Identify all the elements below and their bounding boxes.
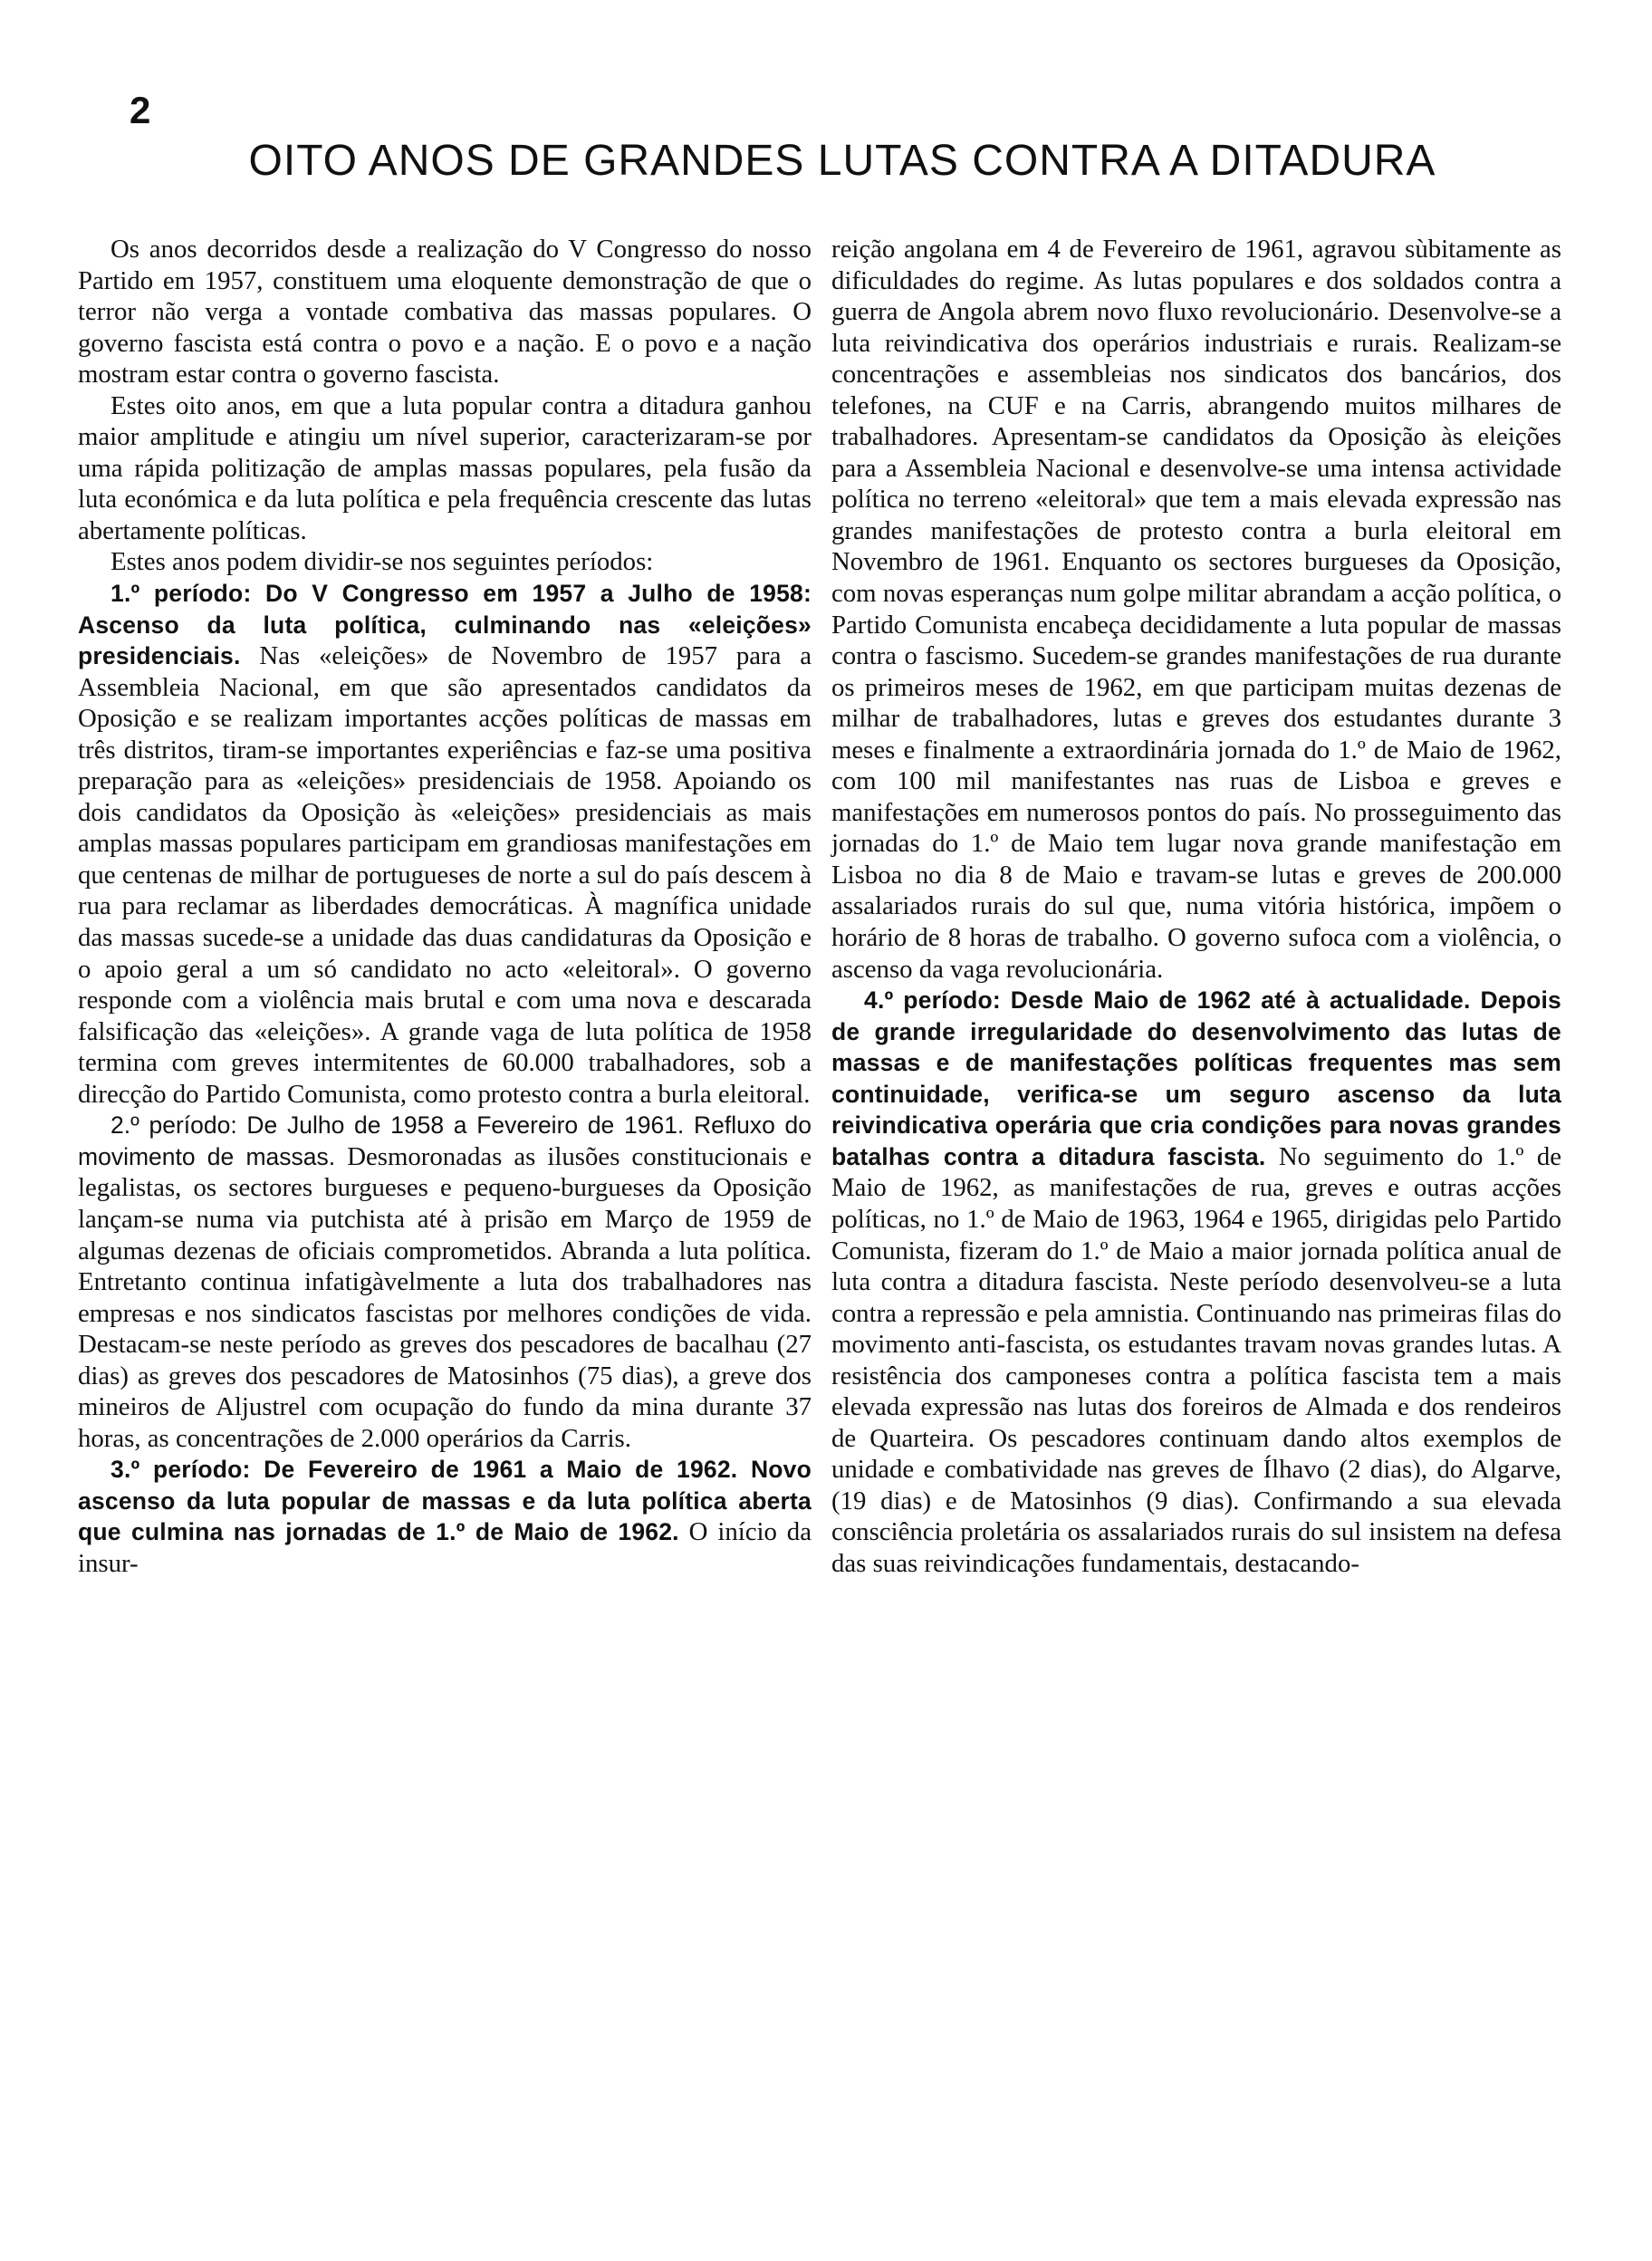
period-3-continuation: reição angolana em 4 de Fevereiro de 1961, agravou sùbitamente as dificuldades do regime. As lutas populares e dos soldados contra a guerra de Angola abrem novo fluxo revolucionário. Desenvolve-se a luta reivindicativa dos operários industriais e rurais. Realizam-se concentrações e assembleias nos sindicatos dos bancários, dos telefones, na CUF e na Carris, abrangendo muitos milhares de trabalhadores. Apresentam-se candidatos da Oposição às eleições para a Assembleia Nacional e desenvolve-se uma intensa actividade política no terreno «eleitoral» que tem a mais elevada expressão nas grandes manifestações de protesto contra a burla eleitoral em Novembro de 1961. Enquanto os sectores burgueses da Oposição, com novas esperanças num golpe militar abrandam a acção política, o Partido Comunista encabeça decididamente a luta popular de massas contra o fascismo. Sucedem-se grandes manifestações de rua durante os primeiros meses de 1962, em que participam muitas dezenas de milhar de trabalhadores, lutas e greves dos estudantes durante 3 meses e finalmente a extraordinária jornada do 1.º de Maio de 1962, com 100 mil manifestantes nas ruas de Lisboa e greves e manifestações em numerosos pontos do país. No prosseguimento das jornadas do 1.º de Maio tem lugar nova grande manifestação em Lisboa no dia 8 de Maio e travam-se lutas e greves de 200.000 assalariados rurais do sul que, numa vitória histórica, impõem o horário de 8 horas de trabalho. O governo sufoca com a violência, o ascenso da vaga revolucionária. <box>831 235 1561 984</box>
right-column <box>831 234 1561 1580</box>
period-3-paragraph <box>78 1454 812 1579</box>
page-title: OITO ANOS DE GRANDES LUTAS CONTRA A DITADURA <box>248 137 1436 185</box>
period-2-body: Desmoronadas as ilusões constitucionais e legalistas, os sectores burgueses e pequeno-burgueses da Oposição lançam-se numa via putchista até à prisão em Março de 1959 de algumas dezenas de oficiais comprometidos. Abranda a luta política. Entretanto continua infatigàvelmente a luta dos trabalhadores nas empresas e nos sindicatos fascistas por melhores condições de vida. Destacam-se neste período as greves dos pescadores de bacalhau (27 dias) as greves dos pescadores de Matosinhos (75 dias), a greve dos mineiros de Aljustrel com ocupação do fundo da mina durante 37 horas, as concentrações de 2.000 operários da Carris. <box>78 1141 812 1453</box>
paragraph-periods-intro: Estes anos podem dividir-se nos seguintes períodos: <box>110 547 654 577</box>
paragraph-intro: Os anos decorridos desde a realização do V Congresso do nosso Partido em 1957, constituem uma eloquente demonstração de que o terror não verga a vontade combativa das massas populares. O governo fascista está contra o povo e a nação. E o povo e a nação mostram estar contra o governo fascista. <box>78 235 812 390</box>
page-number: 2 <box>130 89 151 131</box>
period-3-body: O início da insur- <box>78 1517 812 1578</box>
period-1-body: Nas «eleições» de Novembro de 1957 para a Assembleia Nacional, em que são apresentados candidatos da Oposição e se realizam importantes acções políticas de massas em três distritos, tiram-se importantes experiências e faz-se uma positiva preparação para as «eleições» presidenciais de 1958. Apoiando os dois candidatos da Oposição às «eleições» presidenciais as mais amplas massas populares participam em grandiosas manifestações em que centenas de milhar de portugueses de norte a sul do país descem à rua para reclamar as liberdades democráticas. À magnífica unidade das massas sucede-se a unidade das duas candidaturas da Oposição e o apoio geral a um só candidato no acto «eleitoral». O governo responde com a violência mais brutal e com uma nova e descarada falsificação das «eleições». A grande vaga de luta política de 1958 termina com greves intermitentes de 60.000 trabalhadores, sob a direcção do Partido Comunista, como protesto contra a burla eleitoral. <box>78 641 812 1109</box>
period-4-body: No seguimento do 1.º de Maio de 1962, as manifestações de rua, greves e outras acções políticas, no 1.º de Maio de 1963, 1964 e 1965, dirigidas pelo Partido Comunista, fizeram do 1.º de Maio a maior jornada política anual de luta contra a ditadura fascista. Neste período desenvolveu-se a luta contra a repressão e pela amnistia. Continuando nas primeiras filas do movimento anti-fascista, os estudantes travam novas grandes lutas. A resistência dos camponeses contra a política fascista tem a mais elevada expressão nas lutas dos foreiros de Almada e dos rendeiros de Quarteira. Os pescadores continuam dando altos exemplos de unidade e combatividade nas greves de Ílhavo (2 dias), do Algarve, (19 dias) e de Matosinhos (9 dias). Confirmando a sua elevada consciência proletária os assalariados rurais do sul insistem na defesa das suas reivindicações fundamentais, destacando- <box>831 1141 1562 1578</box>
period-3-heading: 3.º período: De Fevereiro de 1961 a Maio de 1962. Novo ascenso da luta popular de massas e da luta política aberta que culmina nas jornadas de 1.º de Maio de 1962. <box>78 1456 812 1546</box>
period-1-heading: 1.º período: Do V Congresso em 1957 a Julho de 1958: Ascenso da luta política, culminando nas «eleições» presidenciais. <box>78 580 812 670</box>
paragraph-eight-years: Estes oito anos, em que a luta popular contra a ditadura ganhou maior amplitude e atingiu um nível superior, caracterizaram-se por uma rápida politização de amplas massas populares, pela fusão da luta económica e da luta política e pela frequência crescente das lutas abertamente políticas. <box>78 390 812 545</box>
period-4-paragraph <box>831 985 1561 1579</box>
period-1-paragraph <box>78 578 812 1110</box>
period-4-heading: 4.º período: Desde Maio de 1962 até à actualidade. Depois de grande irregularidade do desenvolvimento das lutas de massas e de manifestações políticas frequentes mas sem continuidade, verifica-se um seguro ascenso da luta reivindicativa operária que cria condições para novas grandes batalhas contra a ditadura fascista. <box>831 986 1561 1170</box>
period-2-heading: 2.º período: De Julho de 1958 a Fevereiro de 1961. Refluxo do movimento de massas. <box>78 1111 812 1170</box>
left-column <box>78 234 812 1580</box>
period-2-paragraph <box>78 1110 812 1454</box>
